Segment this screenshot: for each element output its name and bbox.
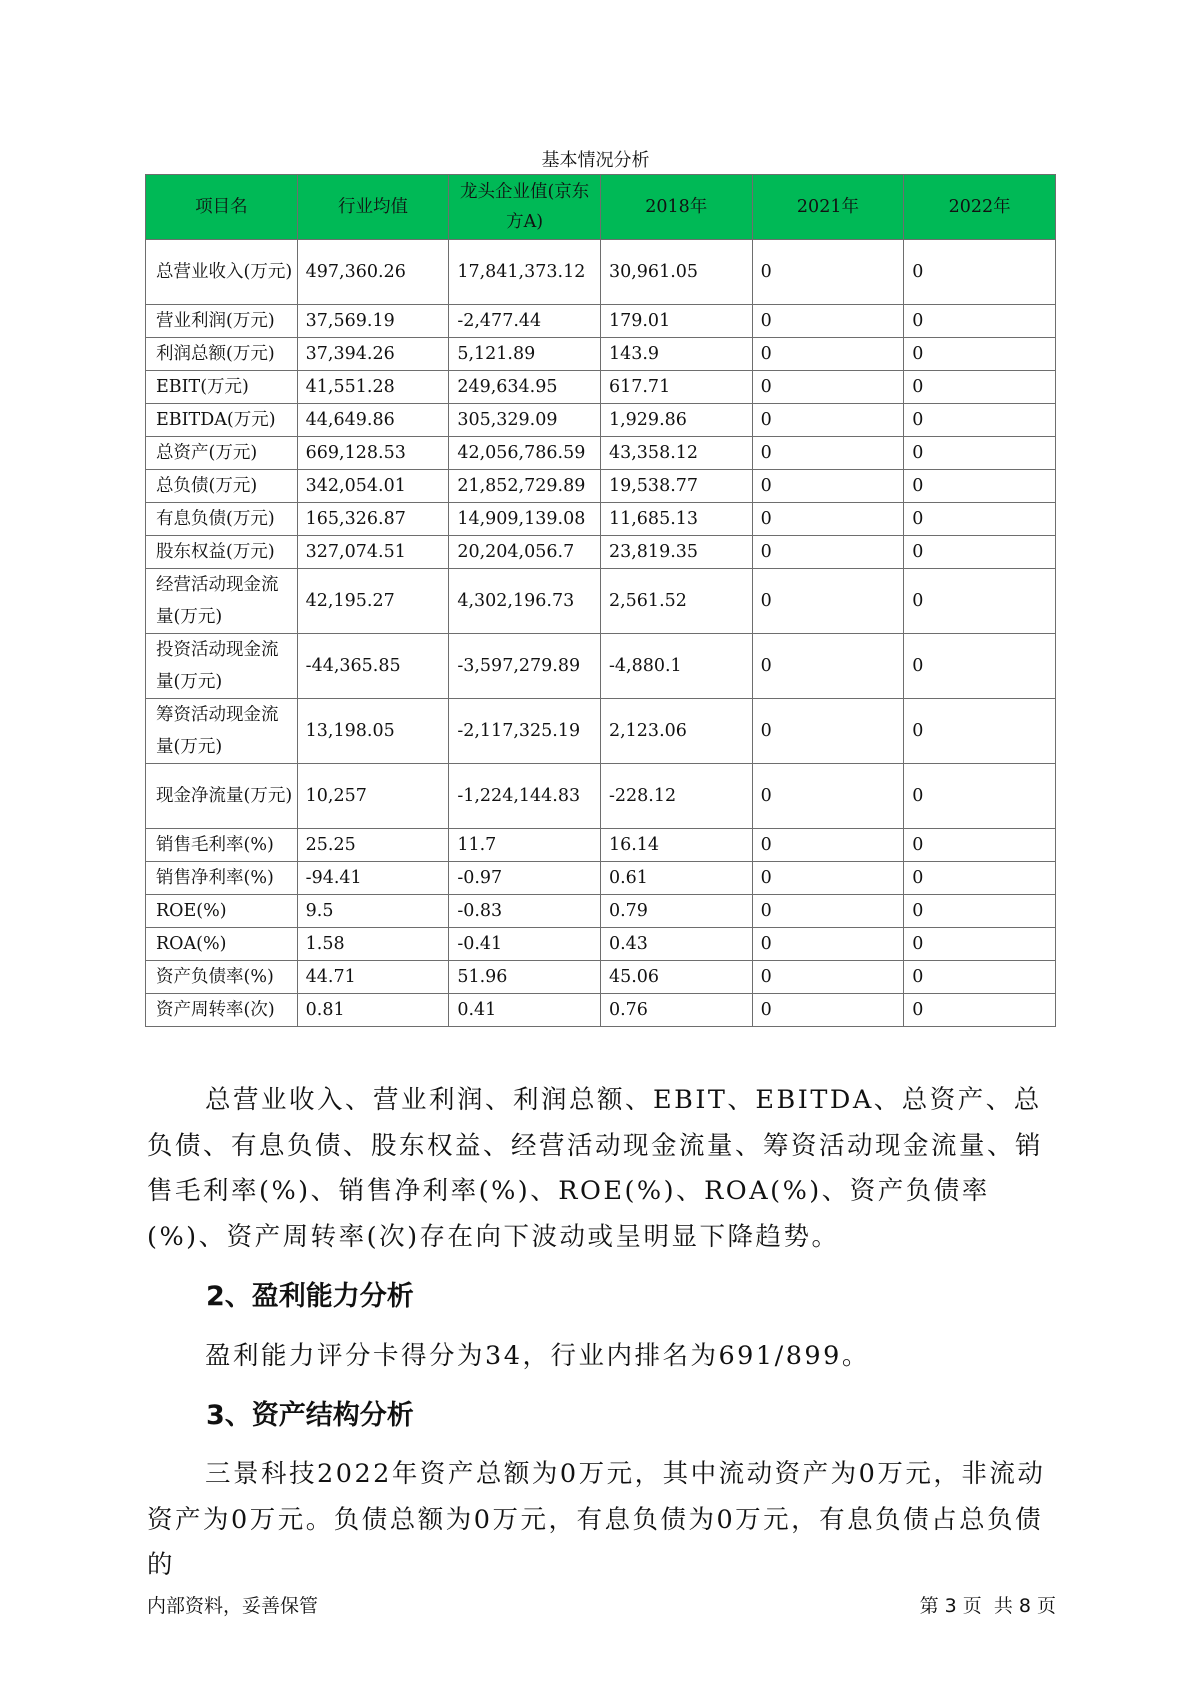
section-heading-asset-structure: 3、资产结构分析 — [206, 1400, 414, 1431]
table-cell: 669,128.53 — [297, 437, 449, 470]
table-cell: 4,302,196.73 — [449, 569, 601, 634]
table-row — [146, 305, 1056, 338]
table-row — [146, 240, 1056, 305]
table-cell: 305,329.09 — [449, 404, 601, 437]
section-heading-profitability: 2、盈利能力分析 — [206, 1281, 414, 1312]
row-label: 投资活动现金流量(万元) — [146, 634, 298, 699]
table-cell: 13,198.05 — [297, 699, 449, 764]
profitability-paragraph: 盈利能力评分卡得分为34，行业内排名为691/899。 — [205, 1341, 870, 1371]
table-cell: 0 — [904, 470, 1056, 503]
table-row — [146, 470, 1056, 503]
table-row — [146, 862, 1056, 895]
table-cell: 14,909,139.08 — [449, 503, 601, 536]
table-cell: 0 — [752, 895, 904, 928]
table-caption: 基本情况分析 — [541, 150, 650, 171]
table-row — [146, 503, 1056, 536]
table-cell: 179.01 — [600, 305, 752, 338]
table-cell: 0 — [904, 569, 1056, 634]
table-cell: 0 — [904, 928, 1056, 961]
column-header: 2021年 — [752, 175, 904, 240]
table-cell: 17,841,373.12 — [449, 240, 601, 305]
table-cell: 41,551.28 — [297, 371, 449, 404]
table-cell: 0 — [752, 764, 904, 829]
table-cell: -94.41 — [297, 862, 449, 895]
table-cell: 0 — [752, 961, 904, 994]
row-label: ROA(%) — [146, 928, 298, 961]
row-label: 利润总额(万元) — [146, 338, 298, 371]
table-cell: 327,074.51 — [297, 536, 449, 569]
table-row — [146, 536, 1056, 569]
table-cell: 0 — [904, 829, 1056, 862]
table-cell: 0 — [752, 240, 904, 305]
table-cell: 0.79 — [600, 895, 752, 928]
row-label: 销售净利率(%) — [146, 862, 298, 895]
table-cell: 5,121.89 — [449, 338, 601, 371]
table-cell: 1,929.86 — [600, 404, 752, 437]
table-cell: 0 — [904, 503, 1056, 536]
row-label: 总负债(万元) — [146, 470, 298, 503]
table-cell: 19,538.77 — [600, 470, 752, 503]
table-row — [146, 338, 1056, 371]
table-cell: 0 — [752, 699, 904, 764]
table-cell: 249,634.95 — [449, 371, 601, 404]
table-cell: 11,685.13 — [600, 503, 752, 536]
table-cell: 51.96 — [449, 961, 601, 994]
row-label: 有息负债(万元) — [146, 503, 298, 536]
row-label: EBITDA(万元) — [146, 404, 298, 437]
table-cell: 45.06 — [600, 961, 752, 994]
table-cell: 2,123.06 — [600, 699, 752, 764]
table-cell: 9.5 — [297, 895, 449, 928]
table-cell: 0 — [752, 994, 904, 1027]
table-row — [146, 961, 1056, 994]
row-label: 总资产(万元) — [146, 437, 298, 470]
table-cell: 342,054.01 — [297, 470, 449, 503]
table-cell: -2,117,325.19 — [449, 699, 601, 764]
table-row — [146, 928, 1056, 961]
table-cell: 16.14 — [600, 829, 752, 862]
table-cell: 0 — [904, 634, 1056, 699]
table-cell: 0.41 — [449, 994, 601, 1027]
table-cell: 0 — [752, 862, 904, 895]
table-cell: -1,224,144.83 — [449, 764, 601, 829]
table-cell: 0 — [904, 764, 1056, 829]
table-cell: 0 — [904, 240, 1056, 305]
table-cell: 143.9 — [600, 338, 752, 371]
table-cell: 44.71 — [297, 961, 449, 994]
table-cell: 0 — [904, 536, 1056, 569]
table-cell: 497,360.26 — [297, 240, 449, 305]
column-header: 龙头企业值(京东方A) — [449, 175, 601, 240]
table-cell: 165,326.87 — [297, 503, 449, 536]
row-label: 销售毛利率(%) — [146, 829, 298, 862]
row-label: 资产周转率(次) — [146, 994, 298, 1027]
row-label: 经营活动现金流量(万元) — [146, 569, 298, 634]
table-cell: 0 — [752, 634, 904, 699]
table-cell: 0.81 — [297, 994, 449, 1027]
table-cell: 20,204,056.7 — [449, 536, 601, 569]
table-cell: 2,561.52 — [600, 569, 752, 634]
table-cell: 0.61 — [600, 862, 752, 895]
table-cell: 0 — [904, 437, 1056, 470]
table-cell: 0 — [904, 994, 1056, 1027]
table-cell: 0 — [904, 404, 1056, 437]
table-row — [146, 895, 1056, 928]
table-cell: 30,961.05 — [600, 240, 752, 305]
table-row — [146, 569, 1056, 634]
table-cell: 21,852,729.89 — [449, 470, 601, 503]
asset-structure-paragraph: 三景科技2022年资产总额为0万元，其中流动资产为0万元，非流动资产为0万元。负债总额为0万元，有息负债为0万元，有息负债占总负债的 — [147, 1459, 1046, 1580]
row-label: 现金净流量(万元) — [146, 764, 298, 829]
table-cell: 44,649.86 — [297, 404, 449, 437]
table-row — [146, 994, 1056, 1027]
table-cell: -0.41 — [449, 928, 601, 961]
table-cell: -4,880.1 — [600, 634, 752, 699]
table-cell: -0.83 — [449, 895, 601, 928]
basic-analysis-table — [145, 174, 1056, 1027]
table-cell: 0.43 — [600, 928, 752, 961]
table-cell: 0 — [752, 371, 904, 404]
table-cell: 1.58 — [297, 928, 449, 961]
table-cell: 0 — [752, 569, 904, 634]
row-label: EBIT(万元) — [146, 371, 298, 404]
table-cell: 0 — [752, 404, 904, 437]
row-label: 筹资活动现金流量(万元) — [146, 699, 298, 764]
row-label: 资产负债率(%) — [146, 961, 298, 994]
table-cell: 0 — [904, 961, 1056, 994]
table-cell: 0 — [904, 305, 1056, 338]
table-cell: 11.7 — [449, 829, 601, 862]
row-label: ROE(%) — [146, 895, 298, 928]
table-cell: 0 — [904, 699, 1056, 764]
table-cell: 42,195.27 — [297, 569, 449, 634]
table-row — [146, 371, 1056, 404]
table-header-row — [146, 175, 1056, 240]
row-label: 营业利润(万元) — [146, 305, 298, 338]
trend-paragraph: 总营业收入、营业利润、利润总额、EBIT、EBITDA、总资产、总负债、有息负债、股东权益、经营活动现金流量、筹资活动现金流量、销售毛利率(%)、销售净利率(%)、ROE(%)、ROA(%)、资产负债率(%)、资产周转率(次)存在向下波动或呈明显下降趋势。 — [147, 1085, 1044, 1252]
row-label: 股东权益(万元) — [146, 536, 298, 569]
table-row — [146, 764, 1056, 829]
table-cell: 0 — [904, 371, 1056, 404]
table-cell: -3,597,279.89 — [449, 634, 601, 699]
table-row — [146, 829, 1056, 862]
column-header: 项目名 — [146, 175, 298, 240]
table-cell: 0 — [752, 536, 904, 569]
row-label: 总营业收入(万元) — [146, 240, 298, 305]
table-row — [146, 634, 1056, 699]
table-cell: 0 — [904, 895, 1056, 928]
table-cell: 37,569.19 — [297, 305, 449, 338]
table-cell: -2,477.44 — [449, 305, 601, 338]
table-cell: 23,819.35 — [600, 536, 752, 569]
table-cell: 0 — [752, 503, 904, 536]
table-cell: 42,056,786.59 — [449, 437, 601, 470]
table-cell: 0 — [752, 305, 904, 338]
table-cell: 0 — [752, 338, 904, 371]
table-cell: 43,358.12 — [600, 437, 752, 470]
table-cell: 0.76 — [600, 994, 752, 1027]
table-cell: 0 — [752, 470, 904, 503]
table-cell: -0.97 — [449, 862, 601, 895]
table-cell: 0 — [904, 862, 1056, 895]
table-row — [146, 699, 1056, 764]
table-cell: 0 — [752, 928, 904, 961]
table-cell: 617.71 — [600, 371, 752, 404]
table-cell: 37,394.26 — [297, 338, 449, 371]
table-cell: 0 — [904, 338, 1056, 371]
table-cell: 0 — [752, 437, 904, 470]
table-cell: -228.12 — [600, 764, 752, 829]
table-cell: 0 — [752, 829, 904, 862]
column-header: 2022年 — [904, 175, 1056, 240]
table-cell: 25.25 — [297, 829, 449, 862]
table-cell: -44,365.85 — [297, 634, 449, 699]
table-cell: 10,257 — [297, 764, 449, 829]
table-row — [146, 437, 1056, 470]
column-header: 2018年 — [600, 175, 752, 240]
table-row — [146, 404, 1056, 437]
footer-confidential-note: 内部资料，妥善保管 — [147, 1595, 319, 1617]
footer-page-number: 第 3 页 共 8 页 — [919, 1595, 1056, 1617]
column-header: 行业均值 — [297, 175, 449, 240]
